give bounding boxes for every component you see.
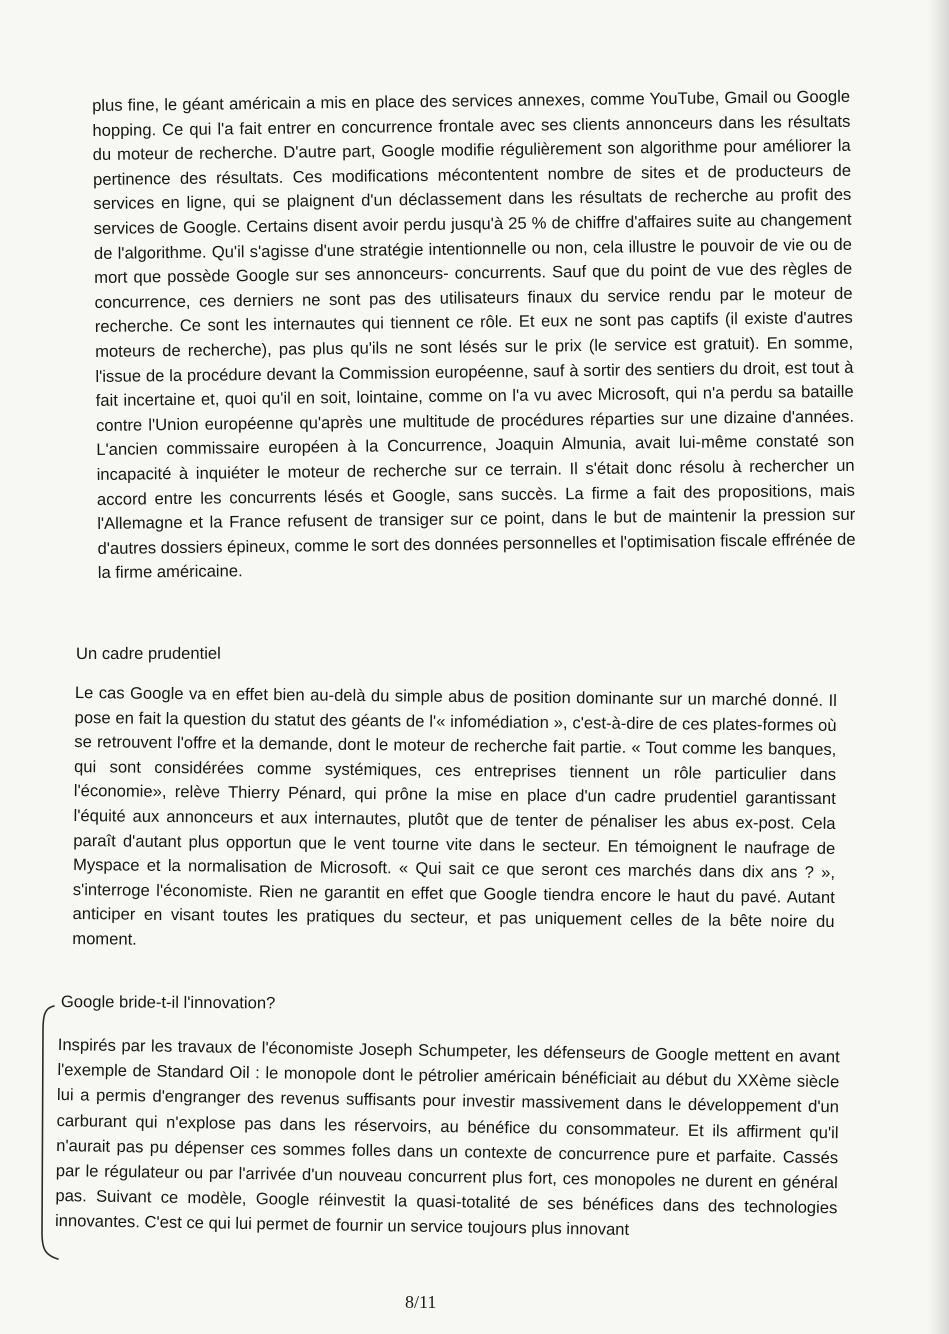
paragraph-3: Inspirés par les travaux de l'économiste Joseph Schumpeter, les défenseurs de Google mettent en avant l'exemple de Standard Oil : le monopole dont le pétrolier américain bénéficiait au début du XXème siècle lui a permis d'engranger des revenus suffisants pour investir massivement dans le développement d'un carburant qui n'explose pas dans les réservoirs, au bénéfice du consommateur. Et ils affirment qu'il n'aurait pas pu dépenser ces sommes folles dans un contexte de concurrence pure et parfaite. Cassés par le régulateur ou par l'arrivée d'un nouveau concurrent plus fort, ces monopoles ne durent en général pas. Suivant ce modèle, Google réinvestit la quasi-totalité de ses bénéfices dans des technologies innovantes. C'est ce qui lui permet de fournir un service toujours plus innovant <box>54 1034 840 1240</box>
paragraph-2: Le cas Google va en effet bien au-delà du simple abus de position dominante sur un marché donné. Il pose en fait la question du statut des géants de l'« infomédiation », c'est-à-dire de ces plates-formes où se retrouvent l'offre et la demande, dont le moteur de recherche fait partie. « Tout comme les banques, qui sont considérées comme systémiques, ces entreprises tiennent un rôle particulier dans l'économie», relève Thierry Pénard, qui prône la mise en place d'un cadre prudentiel garantissant l'équité aux annonceurs et aux internautes, plutôt que de tenter de pénaliser les abus ex-post. Cela paraît d'autant plus opportun que le vent tourne vite dans le secteur. En témoignent le naufrage de Myspace et la normalisation de Microsoft. « Qui sait ce que seront ces marchés dans dix ans ? », s'interroge l'économiste. Rien ne garantit en effet que Google tiendra encore le haut du pavé. Autant anticiper en visant toutes les pratiques du secteur, et pas uniquement celles de la bête noire du moment. <box>72 682 837 949</box>
paragraph-1: plus fine, le géant américain a mis en place des services annexes, comme YouTube, Gmail ou Google hopping. Ce qui l'a fait entrer en concurrence frontale avec ses clients annonceurs dans les résultats du moteur de recherche. D'autre part, Google modifie régulièrement son algorithme pour améliorer la pertinence des résultats. Ces modifications mécontentent nombre de sites et de producteurs de services en ligne, qui se plaignent d'un déclassement dans les résultats de recherche au profit des services de Google. Certains disent avoir perdu jusqu'à 25 % de chiffre d'affaires suite au changement de l'algorithme. Qu'il s'agisse d'une stratégie intentionnelle ou non, cela illustre le pouvoir de vie ou de mort que possède Google sur ses annonceurs- concurrents. Sauf que du point de vue des règles de concurrence, ces derniers ne sont pas des utilisateurs finaux du service rendu par le moteur de recherche. Ce sont les internautes qui tiennent ce rôle. Et eux ne sont pas captifs (il existe d'autres moteurs de recherche), pas plus qu'ils ne sont lésés sur le prix (le service est gratuit). En somme, l'issue de la procédure devant la Commission européenne, sauf à sortir des sentiers du droit, est tout à fait incertaine et, quoi qu'il en soit, lointaine, comme on l'a vu avec Microsoft, qui n'a perdu sa bataille contre l'Union européenne qu'après une multitude de procédures réparties sur une dizaine d'années. L'ancien commissaire européen à la Concurrence, Joaquin Almunia, avait lui-même constaté son incapacité à inquiéter le moteur de recherche sur ce terrain. Il s'était donc résolu à rechercher un accord entre les concurrents lésés et Google, sans succès. La firme a fait des propositions, mais l'Allemagne et la France refusent de transiger sur ce point, dans le but de maintenir la pression sur d'autres dossiers épineux, comme le sort des données personnelles et l'optimisation fiscale effrénée de la firme américaine. <box>92 86 856 583</box>
scan-edge-shadow <box>927 0 949 1334</box>
section-heading-cadre-prudentiel: Un cadre prudentiel <box>76 643 221 663</box>
page-number: 8/11 <box>405 1292 437 1312</box>
section-heading-innovation: Google bride-t-il l'innovation? <box>60 991 276 1013</box>
